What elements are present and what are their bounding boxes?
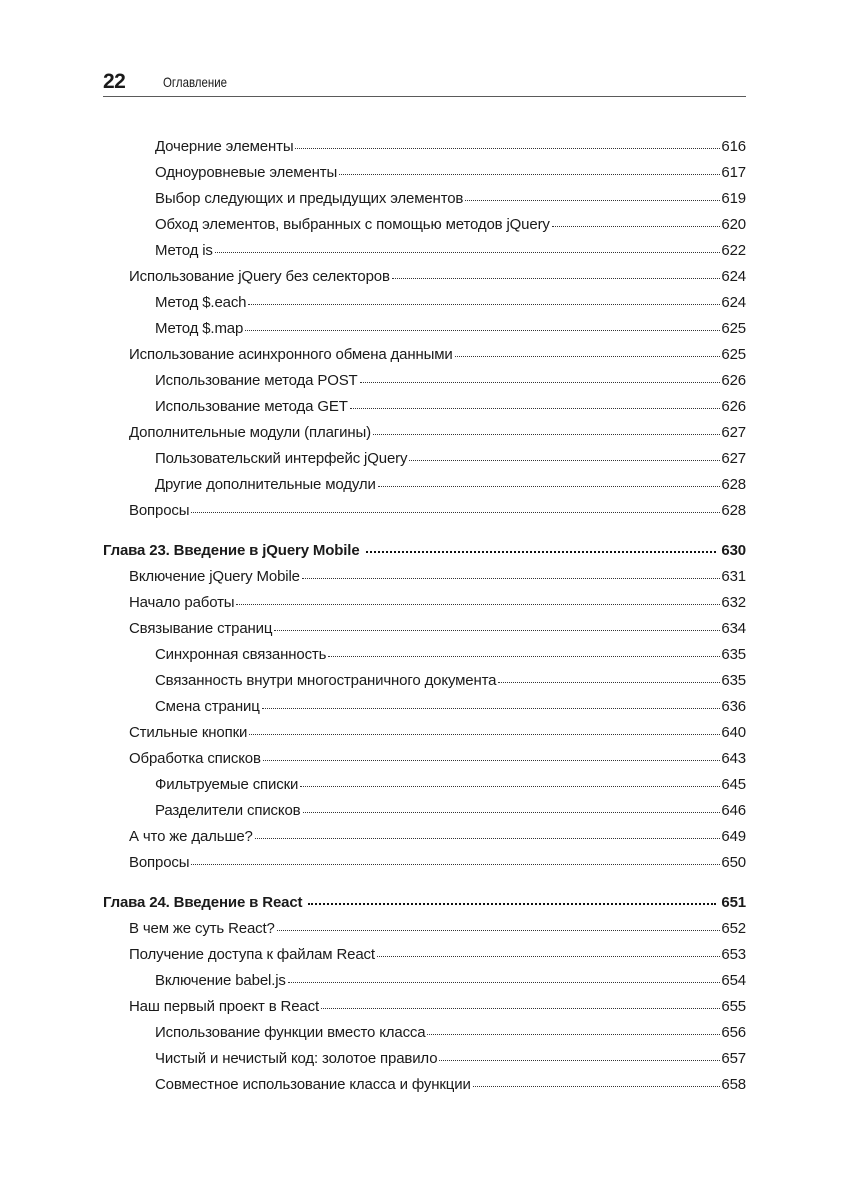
toc-entry-page-number: 657: [721, 1050, 746, 1067]
toc-entry-page-number: 617: [721, 164, 746, 181]
toc-entry-page-number: 634: [721, 620, 746, 637]
toc-entry[interactable]: [103, 134, 746, 160]
toc-entry-title: Связанность внутри многостраничного документа: [155, 672, 497, 689]
toc-entry[interactable]: [103, 342, 746, 368]
toc-entry-title: Глава 23. Введение в jQuery Mobile: [103, 542, 360, 559]
toc-entry[interactable]: [103, 916, 746, 942]
toc-entry-title: Связывание страниц: [129, 620, 273, 637]
toc-entry-page-number: 625: [721, 320, 746, 337]
toc-entry[interactable]: [103, 746, 746, 772]
toc-entry-page-number: 622: [721, 242, 746, 259]
dot-leader: [439, 1048, 720, 1063]
toc-entry-title: Стильные кнопки: [129, 724, 248, 741]
toc-entry-title: Одноуровневые элементы: [155, 164, 338, 181]
toc-entry[interactable]: [103, 1072, 746, 1098]
toc-entry[interactable]: [103, 642, 746, 668]
toc-entry-page-number: 649: [721, 828, 746, 845]
toc-entry-title: Обработка списков: [129, 750, 261, 767]
toc-entry-title: Другие дополнительные модули: [155, 476, 376, 493]
dot-leader: [373, 422, 720, 437]
toc-chapter-entry[interactable]: [103, 889, 746, 916]
toc-entry[interactable]: [103, 472, 746, 498]
toc-entry-title: Включение jQuery Mobile: [129, 568, 300, 585]
dot-leader: [465, 188, 720, 203]
toc-entry-title: Использование метода GET: [155, 398, 348, 415]
dot-leader: [277, 918, 721, 933]
toc-entry-page-number: 632: [721, 594, 746, 611]
dot-leader: [300, 774, 720, 789]
toc-entry-title: Выбор следующих и предыдущих элементов: [155, 190, 464, 207]
dot-leader: [498, 670, 720, 685]
toc-entry-page-number: 616: [721, 138, 746, 155]
toc-entry[interactable]: [103, 368, 746, 394]
dot-leader: [473, 1074, 721, 1089]
toc-entry-page-number: 653: [721, 946, 746, 963]
dot-leader: [303, 800, 721, 815]
dot-leader: [191, 852, 720, 867]
toc-entry-page-number: 658: [721, 1076, 746, 1093]
toc-entry-page-number: 651: [721, 894, 746, 911]
toc-entry-page-number: 636: [721, 698, 746, 715]
toc-entry-title: Чистый и нечистый код: золотое правило: [155, 1050, 438, 1067]
dot-leader: [302, 566, 721, 581]
header-rule: [103, 96, 746, 97]
toc-entry[interactable]: [103, 212, 746, 238]
dot-leader: [295, 136, 720, 151]
toc-entry[interactable]: [103, 668, 746, 694]
toc-entry-page-number: 635: [721, 672, 746, 689]
dot-leader: [249, 722, 720, 737]
toc-entry-title: А что же дальше?: [129, 828, 253, 845]
toc-entry[interactable]: [103, 720, 746, 746]
toc-entry[interactable]: [103, 394, 746, 420]
toc-entry-title: Включение babel.js: [155, 972, 286, 989]
toc-entry-title: Получение доступа к файлам React: [129, 946, 375, 963]
dot-leader: [360, 370, 721, 385]
toc-entry-page-number: 655: [721, 998, 746, 1015]
toc-entry[interactable]: [103, 564, 746, 590]
toc-entry-title: Метод is: [155, 242, 213, 259]
toc-entry[interactable]: [103, 1020, 746, 1046]
dot-leader: [362, 540, 721, 555]
dot-leader: [409, 448, 720, 463]
toc-entry-title: Совместное использование класса и функции: [155, 1076, 471, 1093]
toc-entry-page-number: 656: [721, 1024, 746, 1041]
dot-leader: [262, 696, 721, 711]
toc-entry-title: Использование метода POST: [155, 372, 358, 389]
dot-leader: [378, 474, 721, 489]
dot-leader: [236, 592, 720, 607]
table-of-contents: [103, 134, 746, 1098]
toc-entry[interactable]: [103, 420, 746, 446]
toc-entry[interactable]: [103, 446, 746, 472]
page-header: [103, 68, 746, 96]
dot-leader: [263, 748, 721, 763]
dot-leader: [455, 344, 721, 359]
toc-entry-title: Смена страниц: [155, 698, 260, 715]
toc-entry[interactable]: [103, 590, 746, 616]
dot-leader: [377, 944, 721, 959]
toc-chapter-entry[interactable]: [103, 537, 746, 564]
toc-entry[interactable]: [103, 316, 746, 342]
toc-entry-page-number: 645: [721, 776, 746, 793]
toc-entry-page-number: 635: [721, 646, 746, 663]
toc-entry-title: Начало работы: [129, 594, 235, 611]
toc-entry-title: Разделители списков: [155, 802, 301, 819]
toc-entry[interactable]: [103, 264, 746, 290]
toc-entry[interactable]: [103, 616, 746, 642]
toc-entry-page-number: 628: [721, 476, 746, 493]
toc-entry-page-number: 643: [721, 750, 746, 767]
toc-entry-page-number: 626: [721, 398, 746, 415]
dot-leader: [215, 240, 721, 255]
toc-entry-page-number: 646: [721, 802, 746, 819]
toc-entry-page-number: 627: [721, 450, 746, 467]
running-title: Оглавление: [163, 74, 228, 90]
toc-entry-page-number: 652: [721, 920, 746, 937]
toc-entry-page-number: 619: [721, 190, 746, 207]
toc-entry-title: Пользовательский интерфейс jQuery: [155, 450, 408, 467]
toc-entry[interactable]: [103, 290, 746, 316]
toc-entry-page-number: 654: [721, 972, 746, 989]
toc-entry-title: Дополнительные модули (плагины): [129, 424, 371, 441]
toc-entry[interactable]: [103, 968, 746, 994]
toc-entry-page-number: 625: [721, 346, 746, 363]
dot-leader: [274, 618, 720, 633]
toc-entry[interactable]: [103, 1046, 746, 1072]
toc-entry[interactable]: [103, 994, 746, 1020]
dot-leader: [245, 318, 720, 333]
dot-leader: [427, 1022, 720, 1037]
toc-entry-title: Использование jQuery без селекторов: [129, 268, 390, 285]
toc-entry[interactable]: [103, 186, 746, 212]
toc-entry[interactable]: [103, 772, 746, 798]
dot-leader: [552, 214, 721, 229]
toc-entry-page-number: 626: [721, 372, 746, 389]
page-number: 22: [103, 70, 126, 93]
dot-leader: [304, 892, 720, 907]
dot-leader: [339, 162, 720, 177]
toc-entry-page-number: 620: [721, 216, 746, 233]
toc-entry-page-number: 650: [721, 854, 746, 871]
dot-leader: [288, 970, 721, 985]
toc-entry-page-number: 627: [721, 424, 746, 441]
toc-entry-title: Дочерние элементы: [155, 138, 294, 155]
toc-entry-page-number: 631: [721, 568, 746, 585]
toc-entry-title: Использование асинхронного обмена данными: [129, 346, 453, 363]
toc-entry[interactable]: [103, 824, 746, 850]
dot-leader: [328, 644, 720, 659]
dot-leader: [248, 292, 720, 307]
toc-entry-title: Использование функции вместо класса: [155, 1024, 426, 1041]
toc-entry-title: Наш первый проект в React: [129, 998, 319, 1015]
dot-leader: [191, 500, 720, 515]
toc-entry[interactable]: [103, 942, 746, 968]
dot-leader: [321, 996, 720, 1011]
toc-entry[interactable]: [103, 238, 746, 264]
dot-leader: [255, 826, 721, 841]
toc-entry-title: Обход элементов, выбранных с помощью методов jQuery: [155, 216, 550, 233]
toc-entry-title: В чем же суть React?: [129, 920, 275, 937]
toc-entry-title: Вопросы: [129, 854, 190, 871]
toc-entry[interactable]: [103, 160, 746, 186]
dot-leader: [350, 396, 721, 411]
toc-entry[interactable]: [103, 798, 746, 824]
toc-entry-title: Фильтруемые списки: [155, 776, 299, 793]
toc-entry-page-number: 640: [721, 724, 746, 741]
toc-entry[interactable]: [103, 498, 746, 524]
toc-entry[interactable]: [103, 694, 746, 720]
toc-entry-title: Метод $.map: [155, 320, 244, 337]
toc-entry[interactable]: [103, 850, 746, 876]
toc-entry-title: Глава 24. Введение в React: [103, 894, 303, 911]
toc-entry-title: Синхронная связанность: [155, 646, 327, 663]
toc-entry-page-number: 624: [721, 294, 746, 311]
toc-entry-page-number: 628: [721, 502, 746, 519]
toc-entry-title: Метод $.each: [155, 294, 247, 311]
toc-entry-page-number: 630: [721, 542, 746, 559]
toc-entry-page-number: 624: [721, 268, 746, 285]
toc-entry-title: Вопросы: [129, 502, 190, 519]
dot-leader: [392, 266, 721, 281]
